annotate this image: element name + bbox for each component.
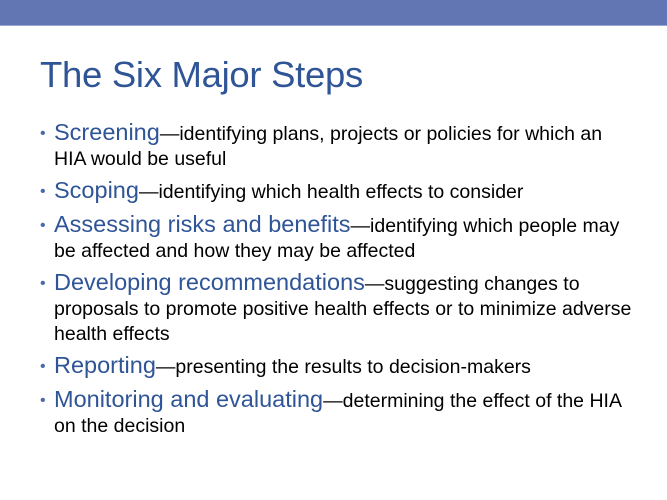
step-separator: — xyxy=(350,215,371,237)
step-description: identifying which people may be affected and how they may be affected xyxy=(54,215,620,262)
step-term: Monitoring and evaluating xyxy=(54,386,324,412)
bullet-icon: • xyxy=(40,217,46,234)
step-separator: — xyxy=(155,356,176,378)
bullet-icon: • xyxy=(40,125,46,142)
step-term: Screening xyxy=(54,119,160,145)
bullet-icon: • xyxy=(40,183,46,200)
step-separator: — xyxy=(323,390,343,412)
step-term: Scoping xyxy=(54,177,139,203)
bullet-icon: • xyxy=(40,358,46,375)
step-term: Reporting xyxy=(54,352,156,378)
header-accent-bar xyxy=(0,0,667,26)
step-separator: — xyxy=(138,181,159,203)
step-separator: — xyxy=(364,273,385,295)
bullet-icon: • xyxy=(40,392,46,409)
step-term: Assessing risks and benefits xyxy=(54,211,351,237)
slide-title: The Six Major Steps xyxy=(40,54,363,95)
step-description: presenting the results to decision-makers xyxy=(175,356,531,378)
step-description: identifying plans, projects or policies for which an HIA would be useful xyxy=(54,123,603,170)
step-description: suggesting changes to proposals to promote positive health effects or to minimize adverse health effects xyxy=(54,273,632,345)
step-description: determining the effect of the HIA on the decision xyxy=(54,390,621,437)
step-separator: — xyxy=(159,123,180,145)
bullet-icon: • xyxy=(40,275,46,292)
step-term: Developing recommendations xyxy=(54,269,365,295)
step-description: identifying which health effects to consider xyxy=(158,181,524,203)
